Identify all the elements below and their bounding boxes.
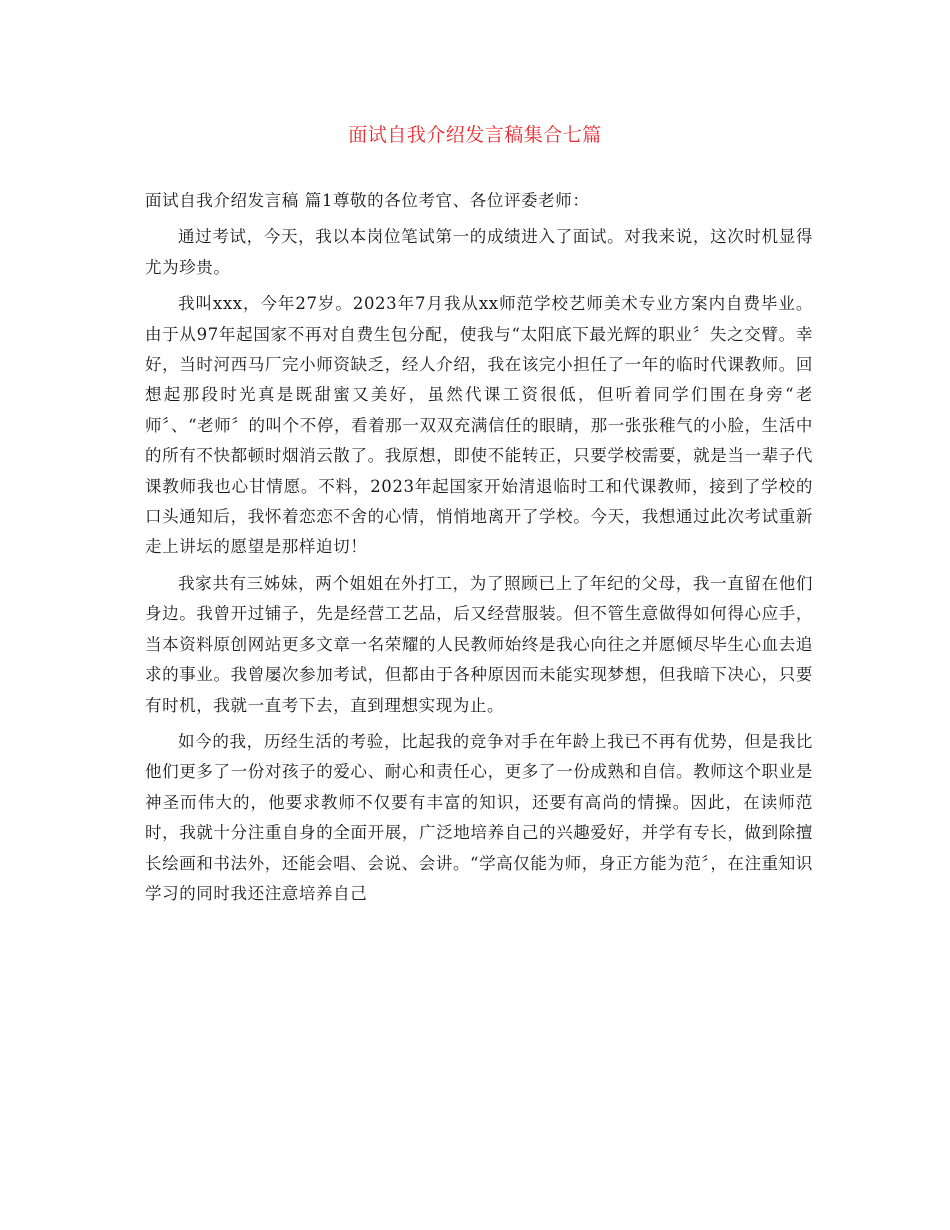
paragraph: 我叫xxx，今年27岁。2023年7月我从xx师范学校艺师美术专业方案内自费毕业。由于从97年起国家不再对自费生包分配，使我与“太阳底下最光辉的职业〞失之交臂。幸好，当时河西马厂完小师资缺乏，经人介绍，我在该完小担任了一年的临时代课教师。回想起那段时光真是既甜蜜又美好，虽然代课工资很低，但听着同学们围在身旁“老师〞、“老师〞的叫个不停，看着那一双双充满信任的眼睛，那一张张稚气的小脸，生活中的所有不快都顿时烟消云散了。我原想，即使不能转正，只要学校需要，就是当一辈子代课教师我也心甘情愿。不料，2023年起国家开始清退临时工和代课教师，接到了学校的口头通知后，我怀着恋恋不舍的心情，悄悄地离开了学校。今天，我想通过此次考试重新走上讲坛的愿望是那样迫切！ — [145, 294, 813, 557]
paragraph-heading: 面试自我介绍发言稿 篇1尊敬的各位考官、各位评委老师： — [145, 191, 590, 210]
paragraph: 如今的我，历经生活的考验，比起我的竞争对手在年龄上我已不再有优势，但是我比他们更多了一份对孩子的爱心、耐心和责任心，更多了一份成熟和自信。教师这个职业是神圣而伟大的，他要求教师不仅要有丰富的知识，还要有高尚的情操。因此，在读师范时，我就十分注重自身的全面开展，广泛地培养自己的兴趣爱好，并学有专长，做到除擅长绘画和书法外，还能会唱、会说、会讲。“学高仅能为师，身正方能为范〞，在注重知识学习的同时我还注意培养自己 — [145, 731, 813, 903]
document-title: 面试自我介绍发言稿集合七篇 — [348, 124, 602, 146]
paragraph: 通过考试，今天，我以本岗位笔试第一的成绩进入了面试。对我来说，这次时机显得尤为珍贵。 — [145, 227, 813, 277]
document-body — [145, 186, 813, 915]
paragraph: 我家共有三姊妹，两个姐姐在外打工，为了照顾已上了年纪的父母，我一直留在他们身边。我曾开过铺子，先是经营工艺品，后又经营服装。但不管生意做得如何得心应手，当本资料原创网站更多文章一名荣耀的人民教师始终是我心向往之并愿倾尽毕生心血去追求的事业。我曾屡次参加考试，但都由于各种原因而未能实现梦想，但我暗下决心，只要有时机，我就一直考下去，直到理想实现为止。 — [145, 573, 813, 715]
